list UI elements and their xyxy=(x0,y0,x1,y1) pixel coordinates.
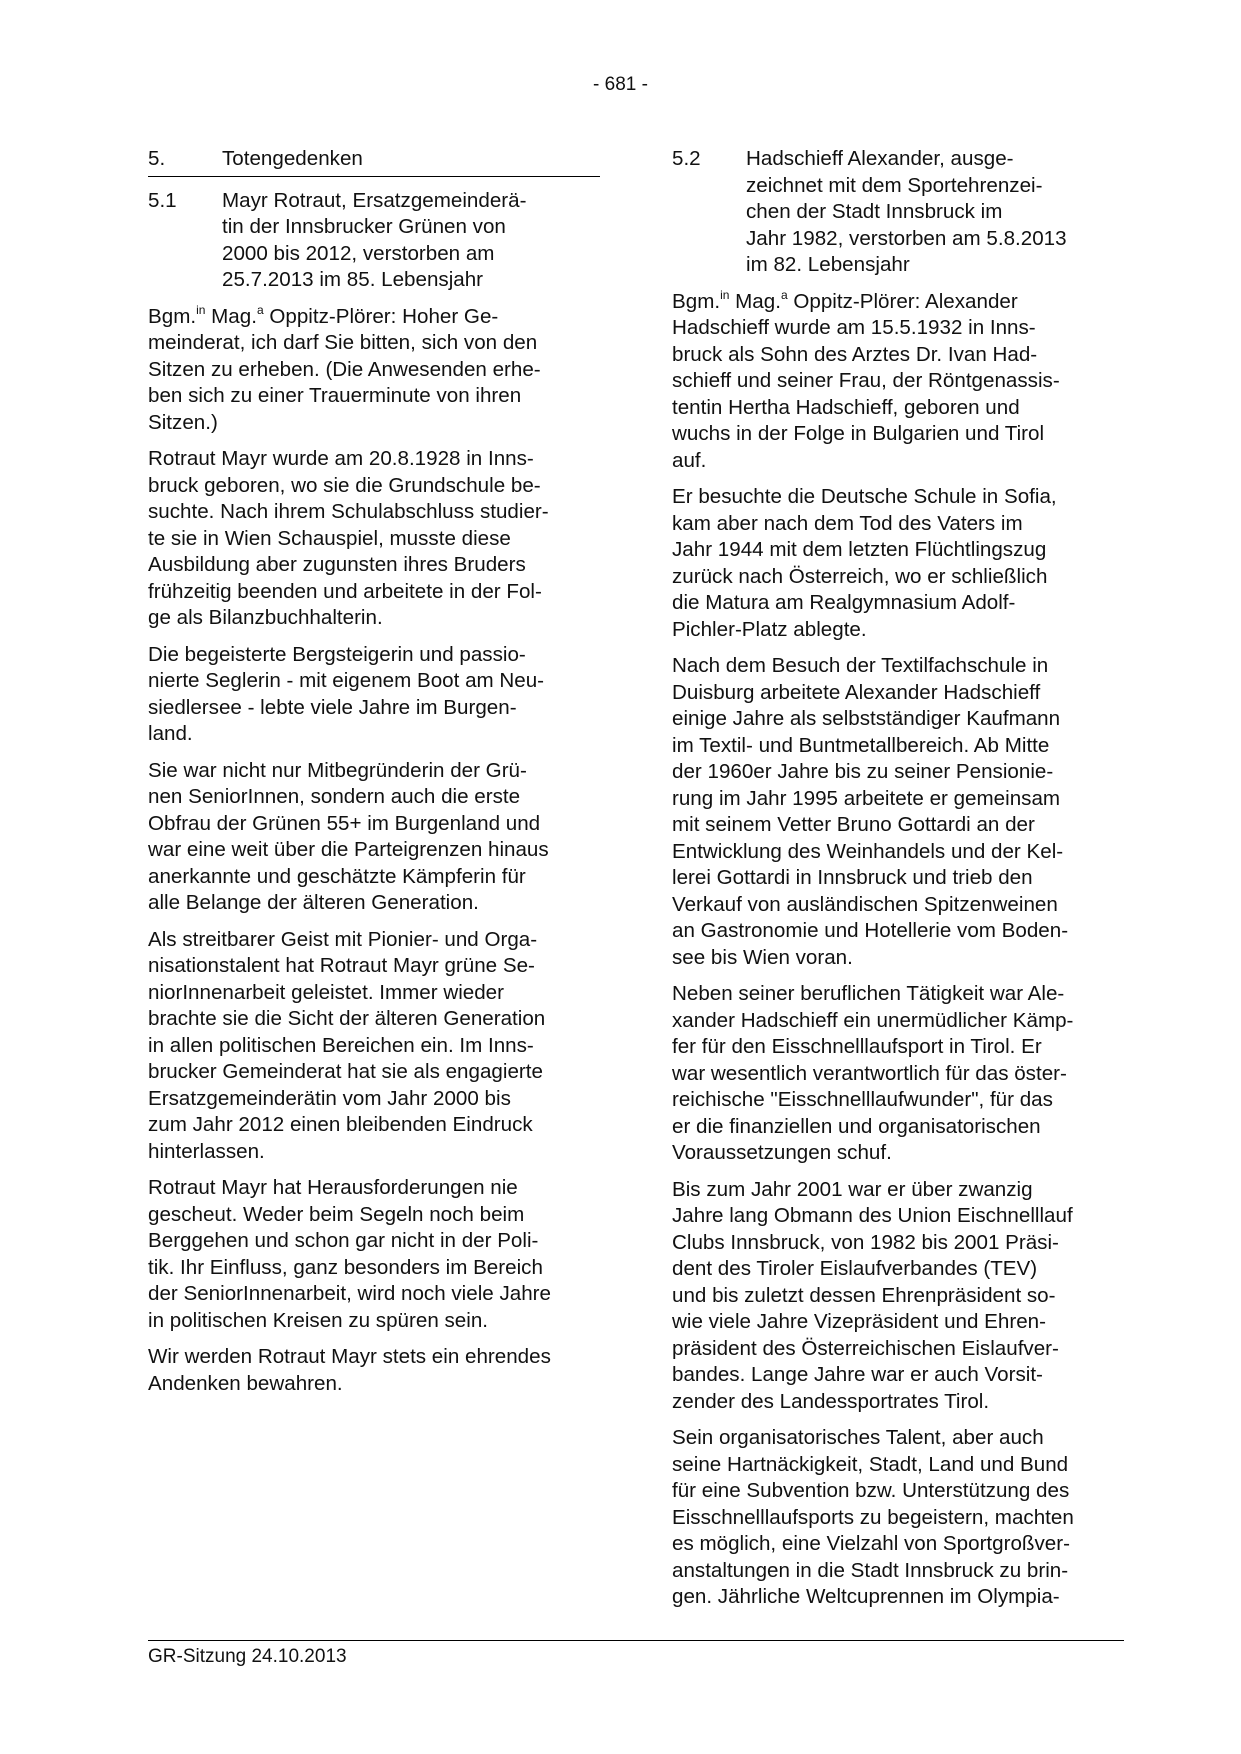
subsection-number: 5.2 xyxy=(672,147,701,170)
speaker-title: Mag. xyxy=(205,304,257,328)
text-line: Er besuchte die Deutsche Schule in Sofia, xyxy=(672,485,1057,508)
text-line: Sitzen zu erheben. (Die Anwesenden erhe- xyxy=(148,357,541,381)
text-line: der SeniorInnenarbeit, wird noch viele Jahre xyxy=(148,1282,551,1305)
text-line: gescheut. Weder beim Segeln noch beim xyxy=(148,1202,525,1226)
text-line: brachte sie die Sicht der älteren Generation xyxy=(148,1007,546,1030)
section-heading xyxy=(148,146,600,177)
text-line: Jahre lang Obmann des Union Eischnelllauf xyxy=(672,1204,1073,1227)
text-line: im 82. Lebensjahr xyxy=(746,253,910,276)
section-number: 5. xyxy=(148,147,166,170)
text-line: Ausbildung aber zugunsten ihres Bruders xyxy=(148,553,526,576)
footer-divider xyxy=(148,1640,1124,1641)
text-line: dent des Tiroler Eislaufverbandes (TEV) xyxy=(672,1257,1038,1280)
text-line: meinderat, ich darf Sie bitten, sich von den xyxy=(148,331,538,354)
text-line: Rotraut Mayr hat Herausforderungen nie xyxy=(148,1176,518,1199)
paragraph xyxy=(148,304,600,437)
subsection-number: 5.1 xyxy=(148,188,177,212)
paragraph xyxy=(672,1177,1124,1416)
page-number: - 681 - xyxy=(593,74,648,95)
text-line: ge als Bilanzbuchhalterin. xyxy=(148,606,383,629)
paragraph xyxy=(672,981,1124,1167)
superscript: a xyxy=(256,302,264,317)
text-line: war eine weit über die Parteigrenzen hinaus xyxy=(148,838,549,861)
text-line: Rotraut Mayr wurde am 20.8.1928 in Inns- xyxy=(148,447,534,470)
text-line: Jahr 1982, verstorben am 5.8.2013 xyxy=(746,226,1067,250)
text-line: nisationstalent hat Rotraut Mayr grüne Se- xyxy=(148,954,535,977)
text-line: Die begeisterte Bergsteigerin und passio- xyxy=(148,642,526,666)
paragraph xyxy=(672,484,1124,643)
paragraph xyxy=(148,446,600,632)
text-line: die Matura am Realgymnasium Adolf- xyxy=(672,591,1016,614)
text-line: mit seinem Vetter Bruno Gottardi an der xyxy=(672,813,1035,836)
text-line: es möglich, eine Vielzahl von Sportgroßver- xyxy=(672,1532,1070,1555)
text-line: frühzeitig beenden und arbeitete in der Fol- xyxy=(148,579,542,603)
text-line: Jahr 1944 mit dem letzten Flüchtlingszug xyxy=(672,538,1047,561)
text-line: zurück nach Österreich, wo er schließlich xyxy=(672,564,1048,588)
text-line: für eine Subvention bzw. Unterstützung des xyxy=(672,1479,1070,1502)
text-line: alle Belange der älteren Generation. xyxy=(148,891,479,914)
section-title: Totengedenken xyxy=(222,147,363,170)
text-line: Hadschieff Alexander, ausge- xyxy=(746,147,1014,170)
text-line: der 1960er Jahre bis zu seiner Pensionie- xyxy=(672,760,1054,783)
text-line: nierte Seglerin - mit eigenem Boot am Neu- xyxy=(148,669,545,692)
text-line: bandes. Lange Jahre war er auch Vorsit- xyxy=(672,1363,1043,1386)
paragraph xyxy=(148,642,600,748)
text-line: Als streitbarer Geist mit Pionier- und Orga- xyxy=(148,927,538,951)
text-line: anerkannte und geschätzte Kämpferin für xyxy=(148,864,526,888)
paragraph xyxy=(672,1425,1124,1611)
text-line: Mayr Rotraut, Ersatzgemeinderä- xyxy=(222,188,527,212)
subsection-title xyxy=(746,146,1124,279)
text-line: Ersatzgemeinderätin vom Jahr 2000 bis xyxy=(148,1086,511,1110)
text-line: tin der Innsbrucker Grünen von xyxy=(222,215,506,238)
text-line: Alexander xyxy=(920,289,1018,313)
text-line: zum Jahr 2012 einen bleibenden Eindruck xyxy=(148,1113,533,1136)
text-line: brucker Gemeinderat hat sie als engagierte xyxy=(148,1060,543,1083)
text-line: Andenken bewahren. xyxy=(148,1371,343,1395)
speaker-title: Bgm. xyxy=(148,304,197,328)
text-line: Obfrau der Grünen 55+ im Burgenland und xyxy=(148,811,541,835)
text-line: zeichnet mit dem Sportehrenzei- xyxy=(746,173,1043,197)
speaker-name: Oppitz-Plörer: xyxy=(787,289,921,313)
text-line: siedlersee - lebte viele Jahre im Burgen- xyxy=(148,695,517,719)
text-line: chen der Stadt Innsbruck im xyxy=(746,200,1003,223)
text-line: präsident des Österreichischen Eislaufver- xyxy=(672,1336,1059,1360)
paragraph xyxy=(672,289,1124,475)
text-line: fer für den Eisschnelllaufsport in Tirol. Er xyxy=(672,1035,1042,1058)
text-line: Hadschieff wurde am 15.5.1932 in Inns- xyxy=(672,316,1036,339)
text-line: in allen politischen Bereichen ein. Im Inns- xyxy=(148,1033,534,1057)
text-line: anstaltungen in die Stadt Innsbruck zu brin- xyxy=(672,1558,1069,1582)
text-line: see bis Wien voran. xyxy=(672,945,853,969)
text-line: ben sich zu einer Trauerminute von ihren xyxy=(148,384,522,407)
text-line: Nach dem Besuch der Textilfachschule in xyxy=(672,654,1049,677)
text-line: er die finanziellen und organisatorischen xyxy=(672,1114,1041,1138)
superscript: in xyxy=(196,302,206,317)
footer-text: GR-Sitzung 24.10.2013 xyxy=(148,1646,347,1667)
text-line: in politischen Kreisen zu spüren sein. xyxy=(148,1308,488,1332)
text-line: hinterlassen. xyxy=(148,1139,265,1163)
text-line: wie viele Jahre Vizepräsident und Ehren- xyxy=(672,1310,1046,1333)
paragraph xyxy=(148,758,600,917)
right-column xyxy=(672,146,1124,1621)
speaker-title: Mag. xyxy=(729,289,781,313)
text-line: lerei Gottardi in Innsbruck und trieb den xyxy=(672,866,1033,889)
text-line: Voraussetzungen schuf. xyxy=(672,1141,892,1164)
text-line: suchte. Nach ihrem Schulabschluss studier- xyxy=(148,500,549,523)
text-line: bruck als Sohn des Arztes Dr. Ivan Had- xyxy=(672,342,1038,366)
text-line: niorInnenarbeit geleistet. Immer wieder xyxy=(148,980,504,1004)
superscript: in xyxy=(720,287,730,302)
text-line: rung im Jahr 1995 arbeitete er gemeinsam xyxy=(672,786,1061,810)
text-line: Entwicklung des Weinhandels und der Kel- xyxy=(672,839,1064,863)
text-line: te sie in Wien Schauspiel, musste diese xyxy=(148,526,511,550)
left-column xyxy=(148,146,600,1407)
text-line: Sein organisatorisches Talent, aber auch xyxy=(672,1426,1044,1449)
text-line: Duisburg arbeitete Alexander Hadschieff xyxy=(672,680,1041,704)
text-line: tik. Ihr Einfluss, ganz besonders im Bereich xyxy=(148,1255,543,1279)
text-line: nen SeniorInnen, sondern auch die erste xyxy=(148,785,521,808)
text-line: im Textil- und Buntmetallbereich. Ab Mitte xyxy=(672,733,1050,757)
subsection-heading xyxy=(148,188,600,294)
text-line: schieff und seiner Frau, der Röntgenassis- xyxy=(672,369,1060,392)
text-line: seine Hartnäckigkeit, Stadt, Land und Bund xyxy=(672,1452,1069,1476)
text-line: land. xyxy=(148,722,193,745)
text-line: Neben seiner beruflichen Tätigkeit war Ale- xyxy=(672,982,1065,1005)
speaker-title: Bgm. xyxy=(672,289,721,313)
text-line: einige Jahre als selbstständiger Kaufmann xyxy=(672,707,1061,730)
text-line: Wir werden Rotraut Mayr stets ein ehrendes xyxy=(148,1345,551,1368)
text-line: Bis zum Jahr 2001 war er über zwanzig xyxy=(672,1177,1033,1201)
text-line: Sie war nicht nur Mitbegründerin der Grü- xyxy=(148,758,527,782)
text-line: Verkauf von ausländischen Spitzenweinen xyxy=(672,892,1058,916)
paragraph xyxy=(672,653,1124,971)
text-line: Berggehen und schon gar nicht in der Poli- xyxy=(148,1229,539,1252)
subsection-title xyxy=(222,188,600,294)
text-line: Hoher Ge- xyxy=(396,304,499,328)
subsection-heading xyxy=(672,146,1124,279)
text-line: an Gastronomie und Hotellerie vom Boden- xyxy=(672,919,1069,942)
text-line: und bis zuletzt dessen Ehrenpräsident so- xyxy=(672,1283,1056,1307)
superscript: a xyxy=(780,287,788,302)
text-line: wuchs in der Folge in Bulgarien und Tirol xyxy=(672,422,1045,445)
text-line: 2000 bis 2012, verstorben am xyxy=(222,241,495,265)
text-line: Clubs Innsbruck, von 1982 bis 2001 Präsi- xyxy=(672,1230,1059,1254)
text-line: Sitzen.) xyxy=(148,410,218,434)
text-line: auf. xyxy=(672,448,707,472)
paragraph xyxy=(148,927,600,1166)
text-line: Eisschnelllaufsports zu begeistern, machten xyxy=(672,1505,1074,1529)
text-line: zender des Landessportrates Tirol. xyxy=(672,1389,990,1413)
text-line: xander Hadschieff ein unermüdlicher Kämp- xyxy=(672,1008,1074,1032)
text-line: Pichler-Platz ablegte. xyxy=(672,617,867,641)
text-line: war wesentlich verantwortlich für das öster- xyxy=(672,1061,1067,1085)
paragraph xyxy=(148,1175,600,1334)
text-line: 25.7.2013 im 85. Lebensjahr xyxy=(222,268,484,291)
text-line: tentin Hertha Hadschieff, geboren und xyxy=(672,395,1020,419)
text-line: gen. Jährliche Weltcuprennen im Olympia- xyxy=(672,1585,1060,1608)
text-line: reichische "Eisschnelllaufwunder", für das xyxy=(672,1088,1053,1111)
text-line: kam aber nach dem Tod des Vaters im xyxy=(672,511,1023,535)
speaker-name: Oppitz-Plörer: xyxy=(263,304,397,328)
paragraph xyxy=(148,1344,600,1397)
text-line: bruck geboren, wo sie die Grundschule be- xyxy=(148,473,541,497)
